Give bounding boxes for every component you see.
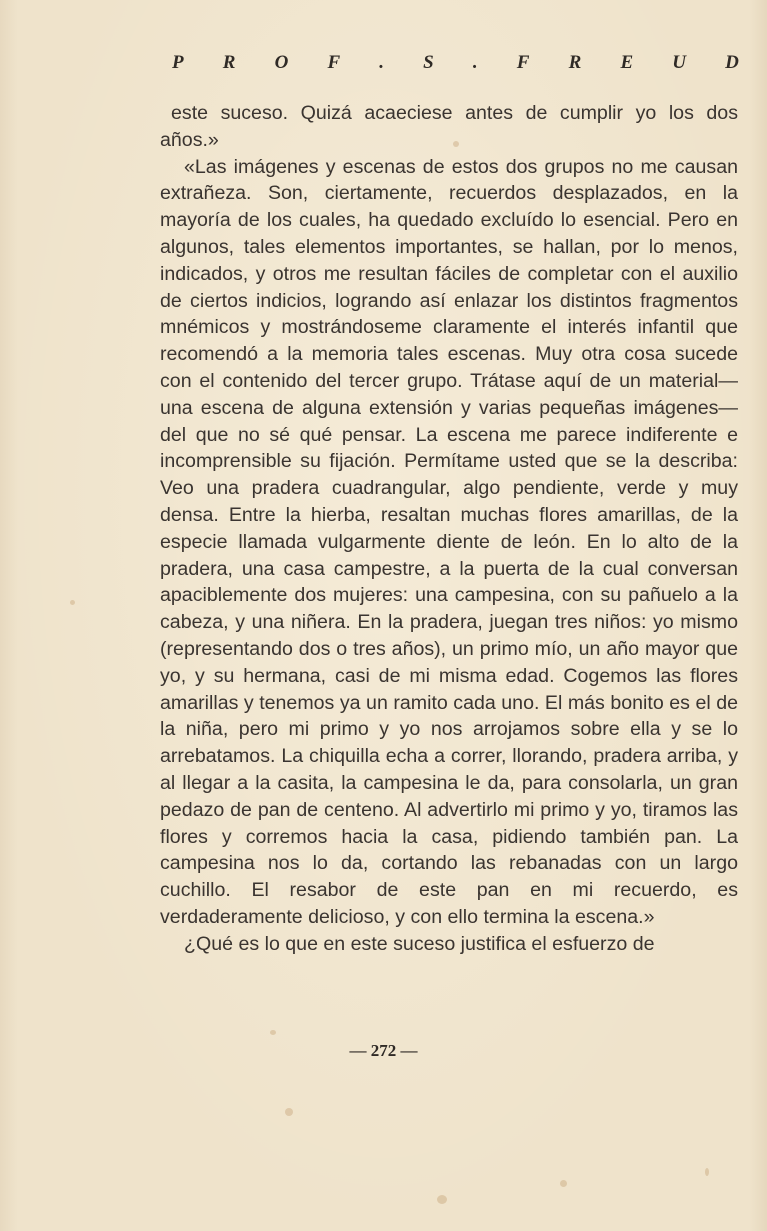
running-head <box>172 52 740 74</box>
running-head-letter: P <box>172 52 185 73</box>
page-number: — 272 — <box>349 1041 418 1060</box>
paper-foxing-spot <box>70 600 75 605</box>
paragraph-question: ¿Qué es lo que en este suceso justifica el esfuerzo de <box>184 932 655 955</box>
paper-foxing-spot <box>560 1180 567 1187</box>
running-head-letter: E <box>620 52 635 73</box>
running-head-letter: R <box>222 52 237 73</box>
running-head-letter: S <box>423 52 435 73</box>
running-head-letter: U <box>672 52 687 73</box>
paper-foxing-spot <box>437 1195 447 1204</box>
paper-foxing-spot <box>705 1168 709 1176</box>
paper-foxing-spot <box>270 1030 276 1035</box>
running-head-letter: D <box>725 52 740 73</box>
paragraph-quoted-recollection: «Las imágenes y escenas de estos dos grupos no me causan extrañeza. Son, ciertamente, recuerdos desplazados, en la mayoría de los cuales, ha quedado excluído lo esencial. Pero en algunos, tales elementos importantes, se hallan, por lo menos, indicados, y otros me resultan fáciles de completar con el auxilio de ciertos indicios, logrando así enlazar los distintos fragmentos mnémicos y mostrándoseme claramente el interés infantil que recomendó a la memoria tales escenas. Muy otra cosa sucede con el contenido del tercer grupo. Trátase aquí de un material—una escena de alguna extensión y varias pequeñas imágenes—del que no sé qué pensar. La escena me parece indiferente e incomprensible su fijación. Permítame usted que se la describa: Veo una pradera cuadrangular, algo pendiente, verde y muy densa. Entre la hierba, resaltan muchas flores amarillas, de la especie llamada vulgarmente diente de león. En lo alto de la pradera, una casa campestre, a la puerta de la cual conversan apaciblemente dos mujeres: una campesina, con su pañuelo a la cabeza, y una niñera. En la pradera, juegan tres niños: yo mismo (representando dos o tres años), un primo mío, un año mayor que yo, y su hermana, casi de mi misma edad. Cogemos las flores amarillas y tenemos ya un ramito cada uno. El más bonito es el de la niña, pero mi primo y yo nos arrojamos sobre ella y se lo arrebatamos. La chiquilla echa a correr, llorando, pradera arriba, y al llegar a la casita, la campesina le da, para consolarla, un gran pedazo de pan de centeno. Al advertirlo mi primo y yo, tiramos las flores y corremos hacia la casa, pidiendo también pan. La campesina nos lo da, cortando las rebanadas con un largo cuchillo. El resabor de este pan en mi recuerdo, es verdaderamente delicioso, y con ello termina la escena.» <box>160 155 738 928</box>
running-head-letter: F <box>516 52 531 73</box>
running-head-letter: R <box>568 52 583 73</box>
paragraph-continuation: este suceso. Quizá acaeciese antes de cumplir yo los dos años.» <box>160 102 738 151</box>
body-text <box>160 100 738 958</box>
running-head-letter: F <box>327 52 342 73</box>
running-head-letter: . <box>472 52 479 73</box>
paper-foxing-spot <box>285 1108 293 1116</box>
running-head-letter: O <box>274 52 290 73</box>
running-head-letter: . <box>379 52 386 73</box>
